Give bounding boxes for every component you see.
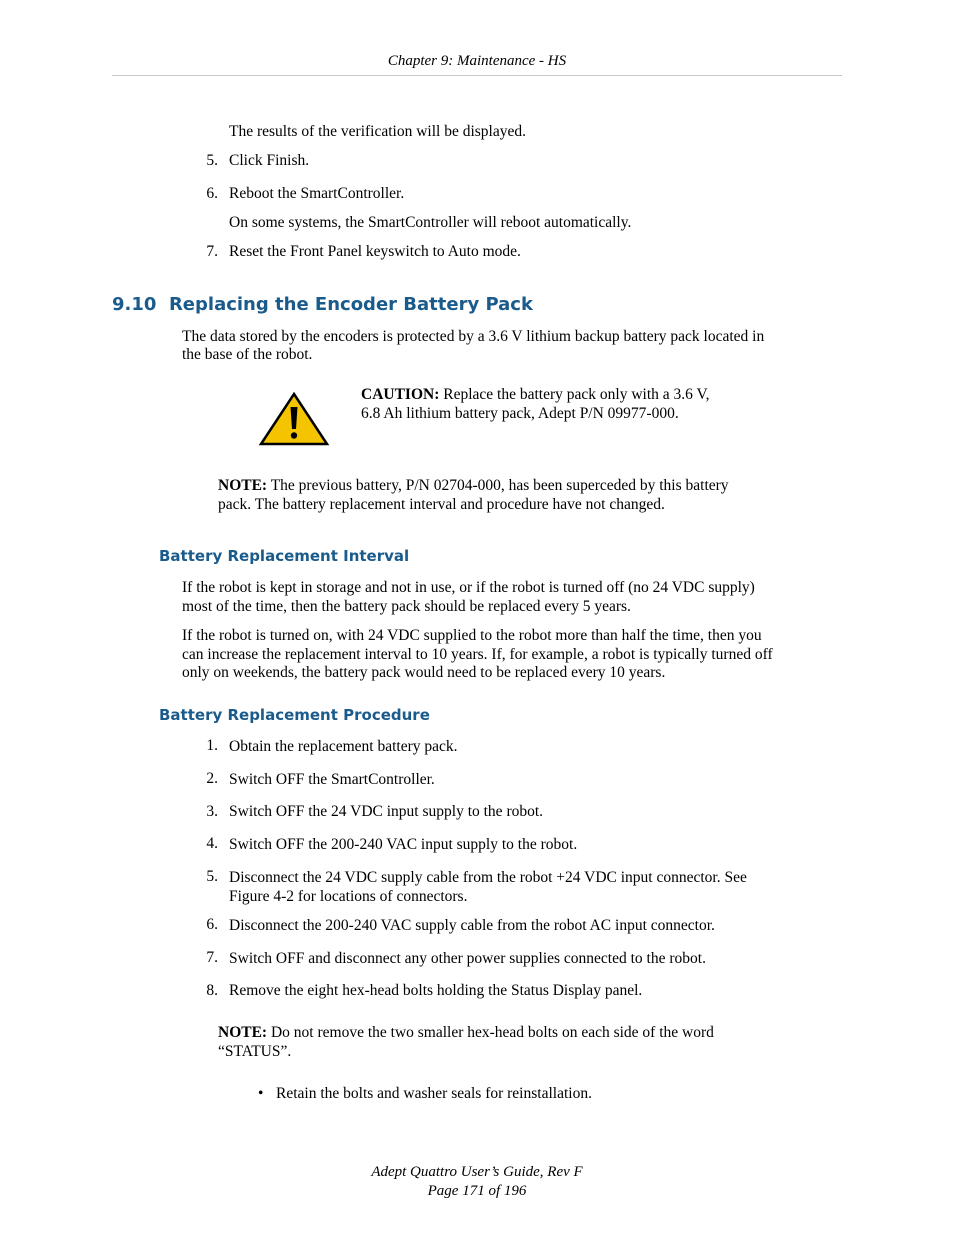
step-number: 1. — [206, 737, 218, 754]
caution-line: 6.8 Ah lithium battery pack, Adept P/N 09977-000. — [361, 405, 679, 422]
step-text: Switch OFF the 200-240 VAC input supply to the robot. — [229, 836, 578, 853]
section-title: 9.10 Replacing the Encoder Battery Pack — [112, 294, 533, 315]
caution-label: CAUTION: — [361, 386, 440, 403]
step-text: Switch OFF the 24 VDC input supply to the robot. — [229, 803, 544, 820]
note-text — [218, 1024, 808, 1043]
note-line: pack. The battery replacement interval and procedure have not changed. — [218, 496, 665, 513]
page-header: Chapter 9: Maintenance - HS — [387, 53, 567, 69]
step-number: 5. — [206, 868, 218, 885]
caution-text — [361, 386, 781, 405]
procedure-title: Battery Replacement Procedure — [159, 706, 430, 724]
interval-paragraph-line: only on weekends, the battery pack would need to be replaced every 10 years. — [182, 664, 666, 681]
note-line: Do not remove the two smaller hex-head bolts on each side of the word — [270, 1024, 714, 1041]
step-text: Remove the eight hex-head bolts holding the Status Display panel. — [229, 982, 643, 999]
interval-paragraph-line: can increase the replacement interval to 10 years. If, for example, a robot is typically turned off — [182, 646, 773, 663]
step-number: 7. — [206, 243, 218, 260]
step-text: Reset the Front Panel keyswitch to Auto mode. — [229, 243, 521, 260]
bullet-icon: • — [258, 1085, 264, 1102]
note-label: NOTE: — [218, 1024, 268, 1041]
step-subtext: On some systems, the SmartController will reboot automatically. — [229, 214, 632, 231]
step-text: Disconnect the 200-240 VAC supply cable from the robot AC input connector. — [229, 917, 715, 934]
header-rule — [112, 75, 842, 76]
step-text: Click Finish. — [229, 152, 310, 169]
interval-title: Battery Replacement Interval — [159, 547, 410, 565]
footer-title: Adept Quattro User’s Guide, Rev F — [371, 1164, 583, 1180]
caution-line: Replace the battery pack only with a 3.6 V, — [443, 386, 710, 403]
warning-triangle-icon — [258, 391, 330, 447]
step-number: 7. — [206, 949, 218, 966]
step-text: Switch OFF the SmartController. — [229, 771, 435, 788]
interval-paragraph-line: If the robot is turned on, with 24 VDC supplied to the robot more than half the time, then you — [182, 627, 762, 644]
footer-page-number: Page 171 of 196 — [427, 1183, 527, 1199]
step-text: Disconnect the 24 VDC supply cable from the robot +24 VDC input connector. See — [229, 869, 747, 886]
step-text: Switch OFF and disconnect any other power supplies connected to the robot. — [229, 950, 706, 967]
section-intro-line: The data stored by the encoders is protected by a 3.6 V lithium backup battery pack located in — [182, 328, 765, 345]
step-text: Obtain the replacement battery pack. — [229, 738, 458, 755]
step-number: 3. — [206, 803, 218, 820]
step-number: 4. — [206, 835, 218, 852]
section-intro-line: the base of the robot. — [182, 346, 313, 363]
interval-paragraph-line: If the robot is kept in storage and not in use, or if the robot is turned off (no 24 VDC supply) — [182, 579, 755, 596]
interval-paragraph-line: most of the time, then the battery pack should be replaced every 5 years. — [182, 598, 631, 615]
step-text: Reboot the SmartController. — [229, 185, 405, 202]
note-line: “STATUS”. — [218, 1043, 292, 1060]
step-number: 6. — [206, 916, 218, 933]
verification-result-text: The results of the verification will be displayed. — [229, 123, 526, 140]
note-line: The previous battery, P/N 02704-000, has been superceded by this battery — [270, 477, 729, 494]
step-text: Figure 4-2 for locations of connectors. — [229, 888, 468, 905]
step-number: 2. — [206, 770, 218, 787]
note-text — [218, 477, 808, 496]
bullet-text: Retain the bolts and washer seals for reinstallation. — [276, 1085, 592, 1102]
step-number: 8. — [206, 982, 218, 999]
step-number: 5. — [206, 152, 218, 169]
note-label: NOTE: — [218, 477, 268, 494]
step-number: 6. — [206, 185, 218, 202]
